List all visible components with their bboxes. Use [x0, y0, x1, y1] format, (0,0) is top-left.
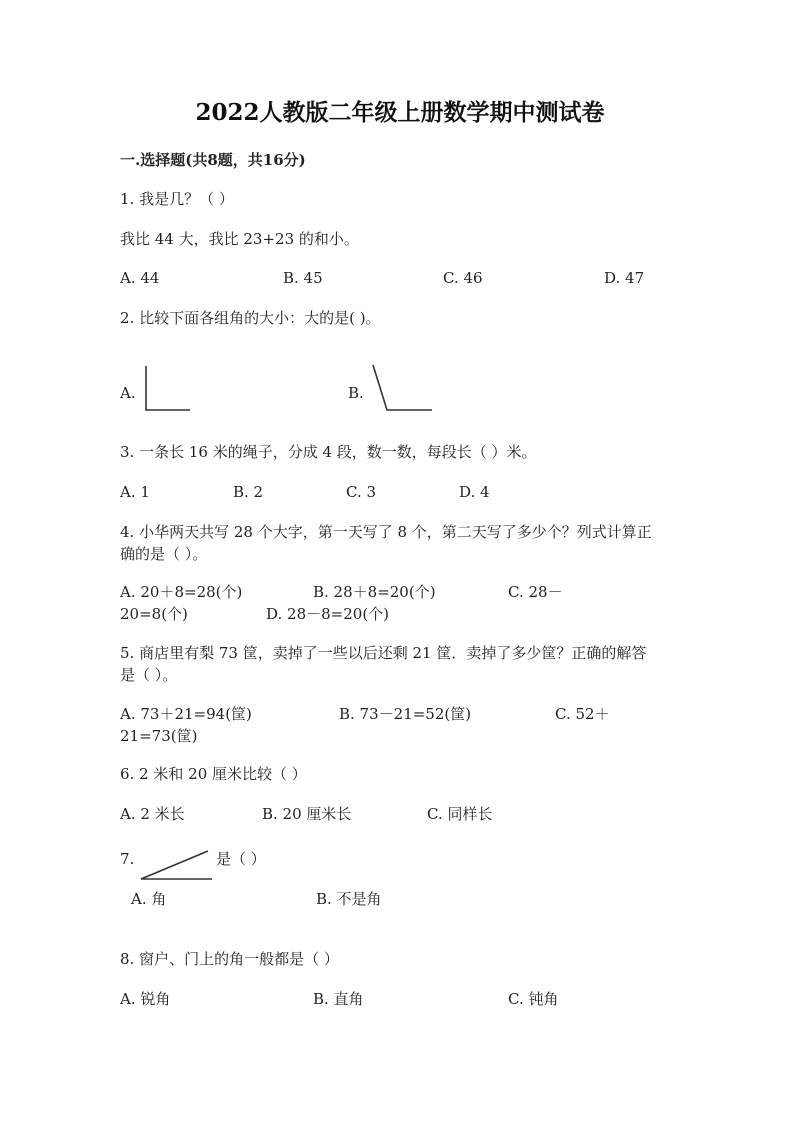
- q8-option-b[interactable]: B. 直角: [313, 990, 364, 1008]
- q4-option-b[interactable]: B. 28＋8=20(个): [313, 583, 436, 601]
- q5-option-a[interactable]: A. 73＋21=94(筐): [120, 705, 252, 723]
- q7-option-a[interactable]: A. 角: [131, 890, 167, 908]
- right-angle-figure: [140, 362, 195, 417]
- q1-option-a[interactable]: A. 44: [120, 269, 160, 287]
- q5-option-b[interactable]: B. 73－21=52(筐): [339, 705, 472, 723]
- q8-option-c[interactable]: C. 钝角: [508, 990, 559, 1008]
- q6-option-a[interactable]: A. 2 米长: [120, 805, 185, 823]
- q4-option-c[interactable]: C. 28－: [508, 583, 563, 601]
- question-3-stem: 3. 一条长 16 米的绳子，分成 4 段，数一数，每段长（ ）米。: [120, 443, 537, 461]
- q2-option-a[interactable]: A.: [120, 384, 136, 402]
- q5-option-c[interactable]: C. 52＋: [555, 705, 610, 723]
- q1-option-b[interactable]: B. 45: [283, 269, 323, 287]
- q4-option-d[interactable]: D. 28－8=20(个): [266, 605, 390, 623]
- q5-option-c-continued: 21=73(筐): [120, 727, 198, 745]
- q1-option-c[interactable]: C. 46: [443, 269, 483, 287]
- section-heading: 一.选择题(共8题，共16分): [120, 151, 306, 169]
- page-title: 2022人教版二年级上册数学期中测试卷: [195, 99, 605, 126]
- q8-option-a[interactable]: A. 锐角: [120, 990, 171, 1008]
- question-1-stem: 1. 我是几？（ ）: [120, 190, 234, 208]
- q3-option-d[interactable]: D. 4: [459, 483, 490, 501]
- question-7-stem: 是（ ）: [216, 850, 266, 868]
- question-5-stem-line1: 5. 商店里有梨 73 筐，卖掉了一些以后还剩 21 筐．卖掉了多少筐？正确的解答: [120, 644, 647, 662]
- q4-option-a[interactable]: A. 20＋8=28(个): [120, 583, 243, 601]
- q6-option-c[interactable]: C. 同样长: [427, 805, 493, 823]
- q3-option-c[interactable]: C. 3: [346, 483, 377, 501]
- question-6-stem: 6. 2 米和 20 厘米比较（ ）: [120, 765, 307, 783]
- q4-option-c-continued: 20=8(个): [120, 605, 188, 623]
- q3-option-b[interactable]: B. 2: [233, 483, 264, 501]
- question-2-stem: 2. 比较下面各组角的大小：大的是( )。: [120, 309, 381, 327]
- q3-option-a[interactable]: A. 1: [120, 483, 150, 501]
- q2-option-b[interactable]: B.: [348, 384, 364, 402]
- q1-option-d[interactable]: D. 47: [604, 269, 645, 287]
- question-5-stem-line2: 是（ ）。: [120, 666, 178, 684]
- q7-option-b[interactable]: B. 不是角: [316, 890, 382, 908]
- angle-figure: [138, 845, 216, 885]
- question-1-text: 我比 44 大，我比 23+23 的和小。: [120, 230, 359, 248]
- question-4-stem-line1: 4. 小华两天共写 28 个大字，第一天写了 8 个，第二天写了多少个？列式计算正: [120, 523, 652, 541]
- q6-option-b[interactable]: B. 20 厘米长: [262, 805, 352, 823]
- question-8-stem: 8. 窗户、门上的角一般都是（ ）: [120, 950, 339, 968]
- question-7-number: 7.: [120, 850, 135, 868]
- question-4-stem-line2: 确的是（ ）。: [120, 545, 208, 563]
- obtuse-angle-figure: [370, 362, 435, 417]
